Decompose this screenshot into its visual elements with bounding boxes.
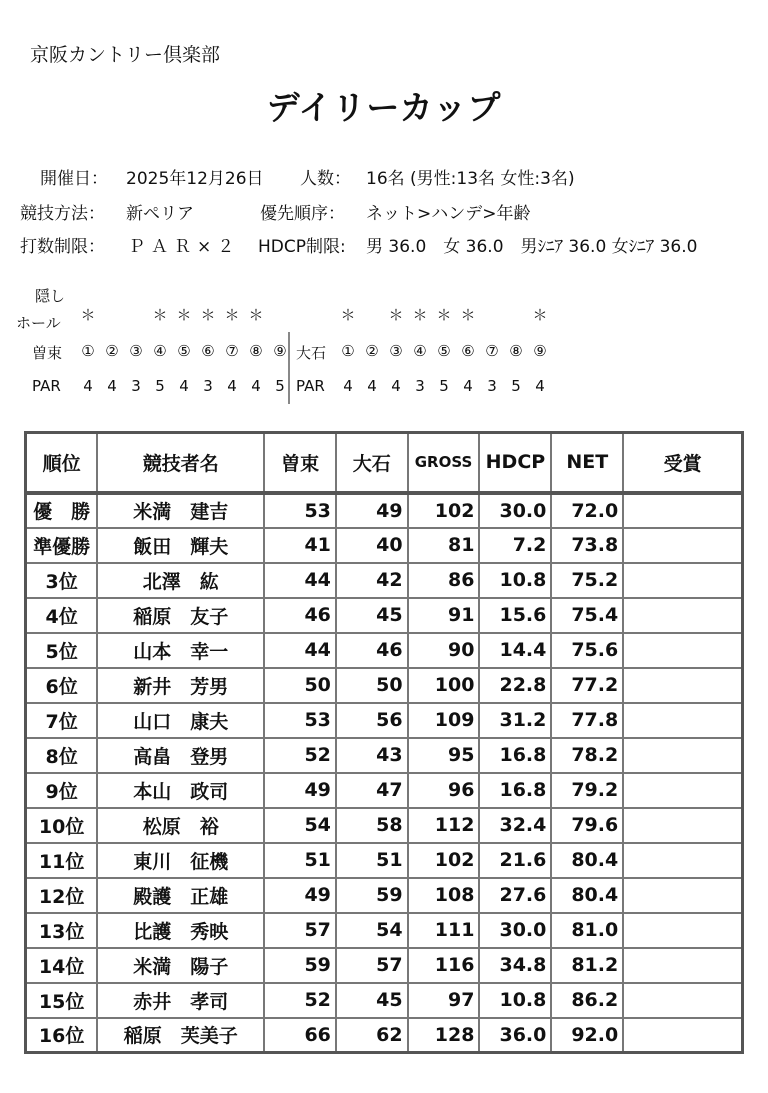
net-cell: 79.2 <box>551 773 623 808</box>
hdcp-cell: 36.0 <box>479 1018 551 1053</box>
award-cell <box>623 633 742 668</box>
out-score-cell: 49 <box>264 878 336 913</box>
net-cell: 75.4 <box>551 598 623 633</box>
gross-cell: 86 <box>408 563 480 598</box>
out-score-cell: 50 <box>264 668 336 703</box>
player-name-cell: 米満 建吉 <box>97 493 264 528</box>
gross-cell: 95 <box>408 738 480 773</box>
player-name-cell: 山口 康夫 <box>97 703 264 738</box>
out-score-cell: 44 <box>264 563 336 598</box>
gross-cell: 102 <box>408 493 480 528</box>
rank-cell: 4位 <box>26 598 98 633</box>
net-cell: 72.0 <box>551 493 623 528</box>
player-name-cell: 赤井 孝司 <box>97 983 264 1018</box>
table-row <box>26 598 743 633</box>
rank-cell: 優 勝 <box>26 493 98 528</box>
hole-par: 5 <box>275 377 285 395</box>
hidden-hole-marker: ＊ <box>436 306 452 324</box>
hdcp-cell: 31.2 <box>479 703 551 738</box>
hdcp-limit-label: HDCP制限: <box>258 237 346 257</box>
player-name-cell: 東川 征機 <box>97 843 264 878</box>
rank-cell: 3位 <box>26 563 98 598</box>
in-score-cell: 50 <box>336 668 408 703</box>
hole-number: ⑨ <box>533 342 547 360</box>
hdcp-cell: 16.8 <box>479 773 551 808</box>
table-row <box>26 983 743 1018</box>
award-cell <box>623 703 742 738</box>
course-divider <box>288 332 290 404</box>
rank-cell: 12位 <box>26 878 98 913</box>
hdcp-cell: 32.4 <box>479 808 551 843</box>
gross-cell: 111 <box>408 913 480 948</box>
results-table <box>24 431 744 1054</box>
limit-value: ＰＡＲ×２ <box>128 237 241 257</box>
table-row <box>26 808 743 843</box>
hidden-hole-marker: ＊ <box>176 306 192 324</box>
hdcp-cell: 10.8 <box>479 983 551 1018</box>
method-value: 新ペリア <box>126 204 194 224</box>
table-row <box>26 878 743 913</box>
award-cell <box>623 878 742 913</box>
column-header: HDCP <box>479 433 551 493</box>
hdcp-cell: 27.6 <box>479 878 551 913</box>
hdcp-cell: 10.8 <box>479 563 551 598</box>
gross-cell: 109 <box>408 703 480 738</box>
hole-number: ④ <box>153 342 167 360</box>
in-score-cell: 45 <box>336 983 408 1018</box>
out-score-cell: 66 <box>264 1018 336 1053</box>
hole-number: ② <box>365 342 379 360</box>
hole-number: ⑥ <box>461 342 475 360</box>
in-score-cell: 45 <box>336 598 408 633</box>
column-header: 競技者名 <box>97 433 264 493</box>
count-label: 人数： <box>300 169 351 189</box>
in-score-cell: 43 <box>336 738 408 773</box>
net-cell: 86.2 <box>551 983 623 1018</box>
table-header-row <box>26 433 743 493</box>
out-score-cell: 46 <box>264 598 336 633</box>
out-score-cell: 52 <box>264 738 336 773</box>
gross-cell: 128 <box>408 1018 480 1053</box>
rank-cell: 15位 <box>26 983 98 1018</box>
column-header: 曽束 <box>264 433 336 493</box>
in-score-cell: 40 <box>336 528 408 563</box>
hole-number: ① <box>341 342 355 360</box>
award-cell <box>623 528 742 563</box>
out-score-cell: 52 <box>264 983 336 1018</box>
award-cell <box>623 493 742 528</box>
award-cell <box>623 738 742 773</box>
table-row <box>26 703 743 738</box>
column-header: GROSS <box>408 433 480 493</box>
hole-par: 4 <box>251 377 261 395</box>
hole-number: ① <box>81 342 95 360</box>
in-score-cell: 56 <box>336 703 408 738</box>
priority-value: ネット>ハンデ>年齢 <box>366 204 531 224</box>
page-title: デイリーカップ <box>266 88 502 127</box>
method-label: 競技方法： <box>20 204 105 224</box>
table-row <box>26 668 743 703</box>
out-score-cell: 49 <box>264 773 336 808</box>
table-row <box>26 738 743 773</box>
hole-par: 3 <box>487 377 497 395</box>
hole-number: ⑤ <box>437 342 451 360</box>
net-cell: 79.6 <box>551 808 623 843</box>
gross-cell: 96 <box>408 773 480 808</box>
award-cell <box>623 668 742 703</box>
rank-cell: 8位 <box>26 738 98 773</box>
award-cell <box>623 598 742 633</box>
hole-par: 4 <box>367 377 377 395</box>
table-row <box>26 1018 743 1053</box>
par-label: PAR <box>32 377 61 395</box>
rank-cell: 10位 <box>26 808 98 843</box>
out-course-label: 曽束 <box>32 344 63 362</box>
hidden-hole-marker: ＊ <box>412 306 428 324</box>
table-row <box>26 563 743 598</box>
out-score-cell: 51 <box>264 843 336 878</box>
column-header: 大石 <box>336 433 408 493</box>
player-name-cell: 松原 裕 <box>97 808 264 843</box>
gross-cell: 90 <box>408 633 480 668</box>
net-cell: 75.2 <box>551 563 623 598</box>
award-cell <box>623 1018 742 1053</box>
in-score-cell: 42 <box>336 563 408 598</box>
hole-par: 5 <box>511 377 521 395</box>
award-cell <box>623 843 742 878</box>
in-score-cell: 57 <box>336 948 408 983</box>
player-name-cell: 比護 秀映 <box>97 913 264 948</box>
out-score-cell: 44 <box>264 633 336 668</box>
player-name-cell: 米満 陽子 <box>97 948 264 983</box>
hidden-hole-marker: ＊ <box>340 306 356 324</box>
gross-cell: 81 <box>408 528 480 563</box>
hole-par: 3 <box>203 377 213 395</box>
date-value: 2025年12月26日 <box>126 169 264 189</box>
hole-number: ③ <box>129 342 143 360</box>
net-cell: 81.0 <box>551 913 623 948</box>
gross-cell: 112 <box>408 808 480 843</box>
table-row <box>26 913 743 948</box>
hdcp-cell: 30.0 <box>479 913 551 948</box>
hole-par: 4 <box>463 377 473 395</box>
hole-number: ⑤ <box>177 342 191 360</box>
rank-cell: 5位 <box>26 633 98 668</box>
table-row <box>26 948 743 983</box>
hole-number: ③ <box>389 342 403 360</box>
hdcp-cell: 15.6 <box>479 598 551 633</box>
gross-cell: 116 <box>408 948 480 983</box>
hole-number: ⑦ <box>485 342 499 360</box>
hole-number: ⑧ <box>249 342 263 360</box>
rank-cell: 6位 <box>26 668 98 703</box>
award-cell <box>623 773 742 808</box>
player-name-cell: 北澤 紘 <box>97 563 264 598</box>
rank-cell: 準優勝 <box>26 528 98 563</box>
player-name-cell: 飯田 輝夫 <box>97 528 264 563</box>
par-label: PAR <box>296 377 325 395</box>
rank-cell: 16位 <box>26 1018 98 1053</box>
club-name: 京阪カントリー倶楽部 <box>30 44 221 66</box>
hdcp-limit-value: 男 36.0 女 36.0 男ｼﾆｱ 36.0 女ｼﾆｱ 36.0 <box>366 237 698 257</box>
hole-number: ⑥ <box>201 342 215 360</box>
hole-number: ⑨ <box>273 342 287 360</box>
net-cell: 78.2 <box>551 738 623 773</box>
gross-cell: 91 <box>408 598 480 633</box>
player-name-cell: 山本 幸一 <box>97 633 264 668</box>
hdcp-cell: 22.8 <box>479 668 551 703</box>
out-score-cell: 41 <box>264 528 336 563</box>
hole-info <box>0 280 768 410</box>
in-score-cell: 54 <box>336 913 408 948</box>
net-cell: 80.4 <box>551 843 623 878</box>
hole-par: 4 <box>343 377 353 395</box>
table-row <box>26 633 743 668</box>
in-score-cell: 47 <box>336 773 408 808</box>
hole-par: 4 <box>107 377 117 395</box>
hole-par: 4 <box>535 377 545 395</box>
net-cell: 81.2 <box>551 948 623 983</box>
gross-cell: 102 <box>408 843 480 878</box>
out-score-cell: 53 <box>264 703 336 738</box>
hole-number: ④ <box>413 342 427 360</box>
in-score-cell: 62 <box>336 1018 408 1053</box>
gross-cell: 100 <box>408 668 480 703</box>
count-value: 16名 (男性:13名 女性:3名) <box>366 169 575 189</box>
hdcp-cell: 7.2 <box>479 528 551 563</box>
in-score-cell: 49 <box>336 493 408 528</box>
hole-par: 3 <box>415 377 425 395</box>
net-cell: 77.2 <box>551 668 623 703</box>
award-cell <box>623 983 742 1018</box>
hole-number: ⑧ <box>509 342 523 360</box>
player-name-cell: 殿護 正雄 <box>97 878 264 913</box>
hole-number: ② <box>105 342 119 360</box>
in-score-cell: 46 <box>336 633 408 668</box>
gross-cell: 108 <box>408 878 480 913</box>
award-cell <box>623 948 742 983</box>
hole-par: 4 <box>83 377 93 395</box>
hdcp-cell: 34.8 <box>479 948 551 983</box>
in-score-cell: 58 <box>336 808 408 843</box>
hidden-hole-marker: ＊ <box>152 306 168 324</box>
gross-cell: 97 <box>408 983 480 1018</box>
player-name-cell: 稲原 芙美子 <box>97 1018 264 1053</box>
rank-cell: 14位 <box>26 948 98 983</box>
hole-par: 4 <box>391 377 401 395</box>
table-row <box>26 843 743 878</box>
hole-par: 5 <box>439 377 449 395</box>
hidden-hole-marker: ＊ <box>388 306 404 324</box>
hdcp-cell: 16.8 <box>479 738 551 773</box>
hidden-hole-marker: ＊ <box>532 306 548 324</box>
net-cell: 92.0 <box>551 1018 623 1053</box>
hole-par: 4 <box>227 377 237 395</box>
hdcp-cell: 14.4 <box>479 633 551 668</box>
out-score-cell: 59 <box>264 948 336 983</box>
hdcp-cell: 21.6 <box>479 843 551 878</box>
hole-par: 5 <box>155 377 165 395</box>
table-row <box>26 493 743 528</box>
in-score-cell: 51 <box>336 843 408 878</box>
net-cell: 73.8 <box>551 528 623 563</box>
limit-label: 打数制限： <box>20 237 105 257</box>
hole-number: ⑦ <box>225 342 239 360</box>
in-course-label: 大石 <box>296 344 327 362</box>
out-score-cell: 53 <box>264 493 336 528</box>
player-name-cell: 本山 政司 <box>97 773 264 808</box>
rank-cell: 7位 <box>26 703 98 738</box>
out-score-cell: 57 <box>264 913 336 948</box>
award-cell <box>623 913 742 948</box>
net-cell: 80.4 <box>551 878 623 913</box>
net-cell: 75.6 <box>551 633 623 668</box>
player-name-cell: 新井 芳男 <box>97 668 264 703</box>
hidden-hole-label: 隠し <box>35 287 66 305</box>
hidden-hole-marker: ＊ <box>80 306 96 324</box>
table-row <box>26 773 743 808</box>
player-name-cell: 稲原 友子 <box>97 598 264 633</box>
hidden-hole-marker: ＊ <box>248 306 264 324</box>
hidden-hole-marker: ＊ <box>460 306 476 324</box>
hidden-hole-label: ホール <box>16 314 61 332</box>
table-row <box>26 528 743 563</box>
in-score-cell: 59 <box>336 878 408 913</box>
rank-cell: 9位 <box>26 773 98 808</box>
net-cell: 77.8 <box>551 703 623 738</box>
award-cell <box>623 563 742 598</box>
date-label: 開催日： <box>40 169 108 189</box>
priority-label: 優先順序： <box>260 204 345 224</box>
award-cell <box>623 808 742 843</box>
rank-cell: 11位 <box>26 843 98 878</box>
column-header: 受賞 <box>623 433 742 493</box>
hole-par: 4 <box>179 377 189 395</box>
hole-par: 3 <box>131 377 141 395</box>
column-header: NET <box>551 433 623 493</box>
hidden-hole-marker: ＊ <box>224 306 240 324</box>
hdcp-cell: 30.0 <box>479 493 551 528</box>
hidden-hole-marker: ＊ <box>200 306 216 324</box>
rank-cell: 13位 <box>26 913 98 948</box>
player-name-cell: 高畠 登男 <box>97 738 264 773</box>
out-score-cell: 54 <box>264 808 336 843</box>
column-header: 順位 <box>26 433 98 493</box>
